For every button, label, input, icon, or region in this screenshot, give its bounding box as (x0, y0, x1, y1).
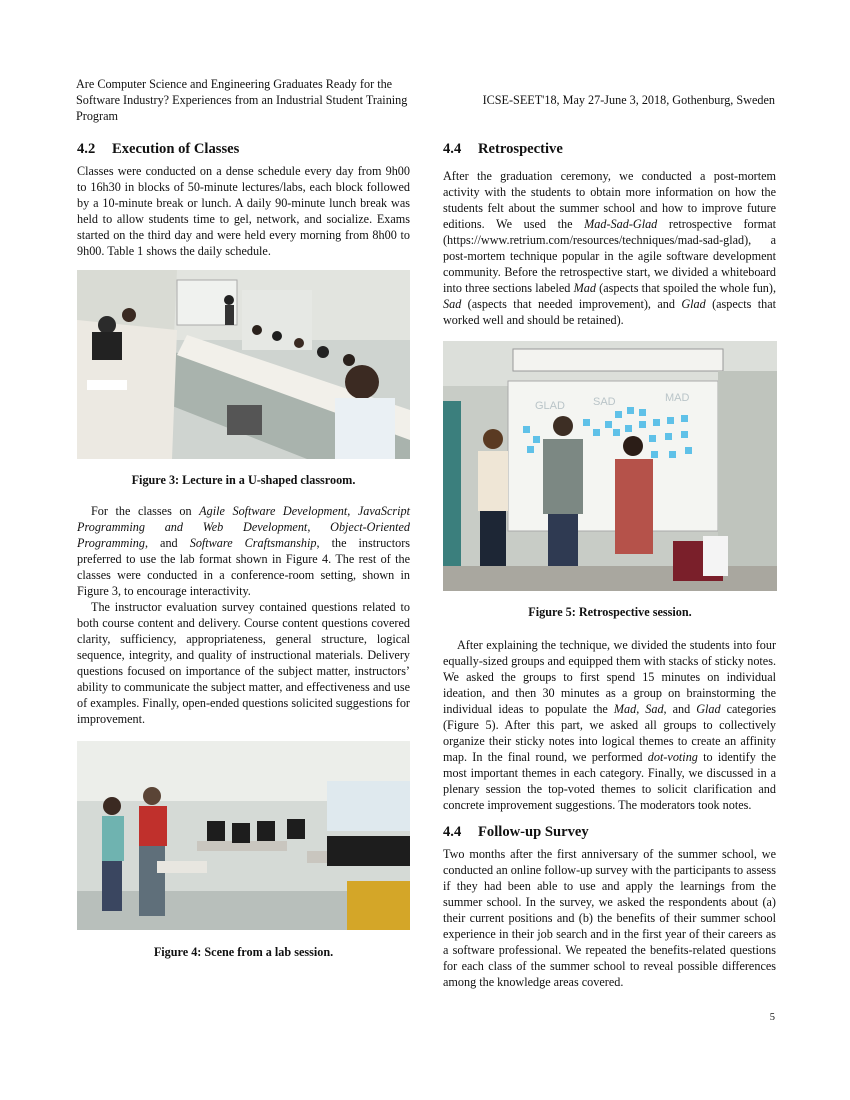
figure-3-caption: Figure 3: Lecture in a U-shaped classroom. (131, 473, 356, 487)
whiteboard-label: SAD (593, 396, 616, 408)
section-number: 4.4 (443, 824, 462, 840)
section-title: Follow-up Survey (478, 824, 589, 840)
section-heading (443, 823, 776, 841)
paragraph: For the classes on Agile Software Development, JavaScript Programming and Web Development, Object-Oriented Programming, and Software Craftsmanship, the instructors preferred to use the lab format shown in Figure 4. The rest of the classes were conducted in a conference-room setting, shown in Figure 3, to encourage interactivity. (77, 504, 411, 598)
section-title: Retrospective (478, 141, 563, 157)
section-number: 4.4 (443, 141, 462, 157)
section-4-4-follow-up (443, 823, 776, 990)
figure-5-caption: Figure 5: Retrospective session. (528, 605, 692, 619)
figure-4-image (77, 741, 410, 930)
section-heading (77, 140, 410, 158)
figure-4-caption: Figure 4: Scene from a lab session. (153, 945, 334, 959)
section-4-4-retrospective-continued (443, 637, 776, 813)
figure-3-image (77, 270, 410, 459)
paragraph: After the graduation ceremony, we conducted a post-mortem activity with the students to obtain more information on how the students felt about the summer school and how to improve future editions. We used the Mad-Sad-Glad retrospective format (https://www.retrium.com/resources/techniques/mad-sad-glad), a post-mortem technique popular in the agile software development community. Before the retrospective start, we divided a whiteboard into three sections labeled Mad (aspects that spoiled the whole fun), Sad (aspects that needed improvement), and Glad (aspects that worked well and should be retained). (443, 169, 777, 327)
running-header-title: Are Computer Science and Engineering Graduates Ready for the Software Industry? Experiences from an Industrial Student Training Program (76, 77, 408, 123)
section-number: 4.2 (77, 141, 96, 157)
running-header-venue: ICSE-SEET'18, May 27-June 3, 2018, Gothenburg, Sweden (482, 93, 775, 107)
figure-5-image (443, 341, 777, 591)
paragraph: The instructor evaluation survey contained questions related to both course content and delivery. Course content questions covered clarity, sufficiency, appropriateness, general structure, logical sequence, integrity, and quality of instructional materials. Delivery questions focused on importance of the subject matter, instructors’ ability to communicate the subject matter, and effectiveness and use of examples. Finally, open-ended questions solicited suggestions for improvement. (77, 600, 410, 726)
paragraph: Classes were conducted on a dense schedule every day from 9h00 to 16h30 in blocks of 50-minute lectures/labs, each block followed by a 10-minute break or lunch. A daily 90-minute lunch break was held to allow students time to gel, network, and socialize. Exams started on the third day and were held every morning from 8h00 to 9h00. Table 1 shows the daily schedule. (77, 164, 410, 258)
whiteboard-label: GLAD (535, 400, 565, 412)
section-title: Execution of Classes (112, 141, 240, 157)
paragraph: Two months after the first anniversary of the summer school, we conducted an online follow-up survey with the participants to assess if they had been able to use and apply the learnings from the summer school. In the survey, we asked the respondents about (a) their current positions and (b) the benefits of their summer school experience in their job search and in the first year of their careers as a software professional. We repeated the benefits-related questions for each class of the summer school to reveal possible differences among the knowledge areas covered. (443, 847, 776, 989)
section-heading (443, 140, 776, 158)
section-4-4-retrospective (443, 140, 776, 328)
page-number: 5 (769, 1012, 775, 1023)
whiteboard-label: MAD (665, 392, 690, 404)
paragraph: After explaining the technique, we divided the students into four equally-sized groups and equipped them with stacks of sticky notes. We asked the groups to first spend 15 minutes on individual ideation, and then 30 minutes as a group on brainstorming the individual ideas to populate the Mad, Sad, and Glad categories (Figure 5). After this part, we asked all groups to collectively organize their sticky notes into logical themes to create an affinity map. In the final round, we performed dot-voting to identify the most important themes in each category. Finally, we discussed in a plenary session the top-voted themes to solicit clarification and concrete improvement suggestions. The moderators took notes. (443, 638, 776, 812)
section-4-2 (77, 140, 410, 259)
section-4-2-continued (77, 503, 410, 727)
